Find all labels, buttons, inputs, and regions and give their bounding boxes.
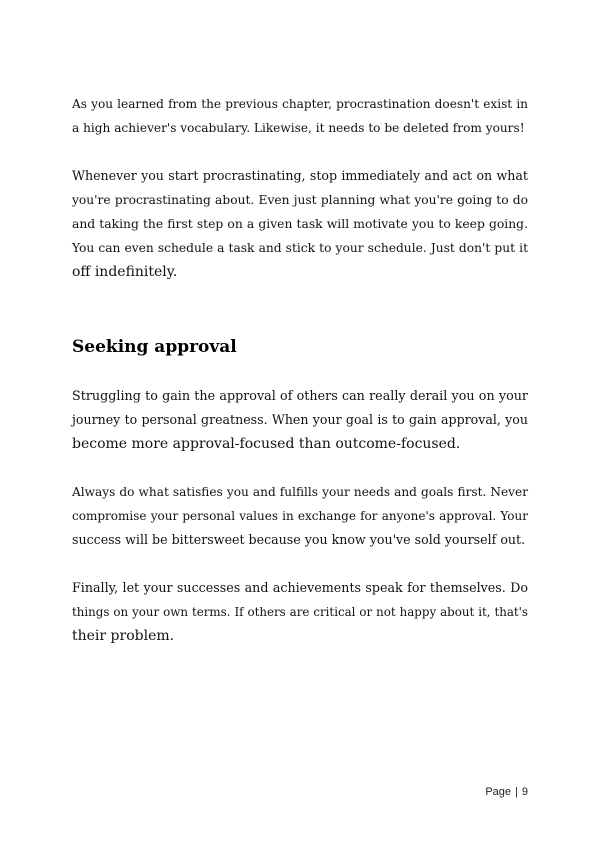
text-line: Struggling to gain the approval of others can really derail you on your bbox=[72, 388, 528, 403]
paragraph-approval-struggle bbox=[72, 384, 528, 456]
text-line: their problem. bbox=[72, 628, 175, 644]
page-footer bbox=[485, 784, 528, 800]
text-line: Whenever you start procrastinating, stop immediately and act on what bbox=[72, 168, 528, 183]
page-separator: | bbox=[515, 786, 518, 798]
text-line: and taking the first step on a given task will motivate you to keep going. bbox=[72, 217, 528, 231]
paragraph-approval-finally bbox=[72, 576, 528, 648]
text-line: Always do what satisfies you and fulfills your needs and goals first. Never bbox=[72, 485, 528, 499]
text-line: off indefinitely. bbox=[72, 264, 178, 280]
text-line: things on your own terms. If others are critical or not happy about it, that's bbox=[72, 605, 528, 619]
paragraph-procrastination-action bbox=[72, 164, 528, 284]
text-line: compromise your personal values in exchange for anyone's approval. Your bbox=[72, 509, 528, 523]
text-line: journey to personal greatness. When your goal is to gain approval, you bbox=[72, 412, 528, 427]
text-line: You can even schedule a task and stick to your schedule. Just don't put it bbox=[72, 241, 528, 255]
section-heading: Seeking approval bbox=[72, 337, 237, 357]
page-label: Page bbox=[485, 786, 512, 798]
text-line: a high achiever's vocabulary. Likewise, it needs to be deleted from yours! bbox=[72, 121, 525, 135]
text-line: As you learned from the previous chapter, procrastination doesn't exist in bbox=[72, 97, 528, 111]
text-line: become more approval-focused than outcome-focused. bbox=[72, 436, 461, 452]
paragraph-approval-values bbox=[72, 480, 528, 552]
text-line: you're procrastinating about. Even just planning what you're going to do bbox=[72, 193, 528, 207]
text-line: Finally, let your successes and achievements speak for themselves. Do bbox=[72, 580, 528, 595]
text-line: success will be bittersweet because you know you've sold yourself out. bbox=[72, 532, 526, 547]
page-number: 9 bbox=[521, 786, 528, 798]
paragraph-procrastination-intro bbox=[72, 92, 528, 140]
